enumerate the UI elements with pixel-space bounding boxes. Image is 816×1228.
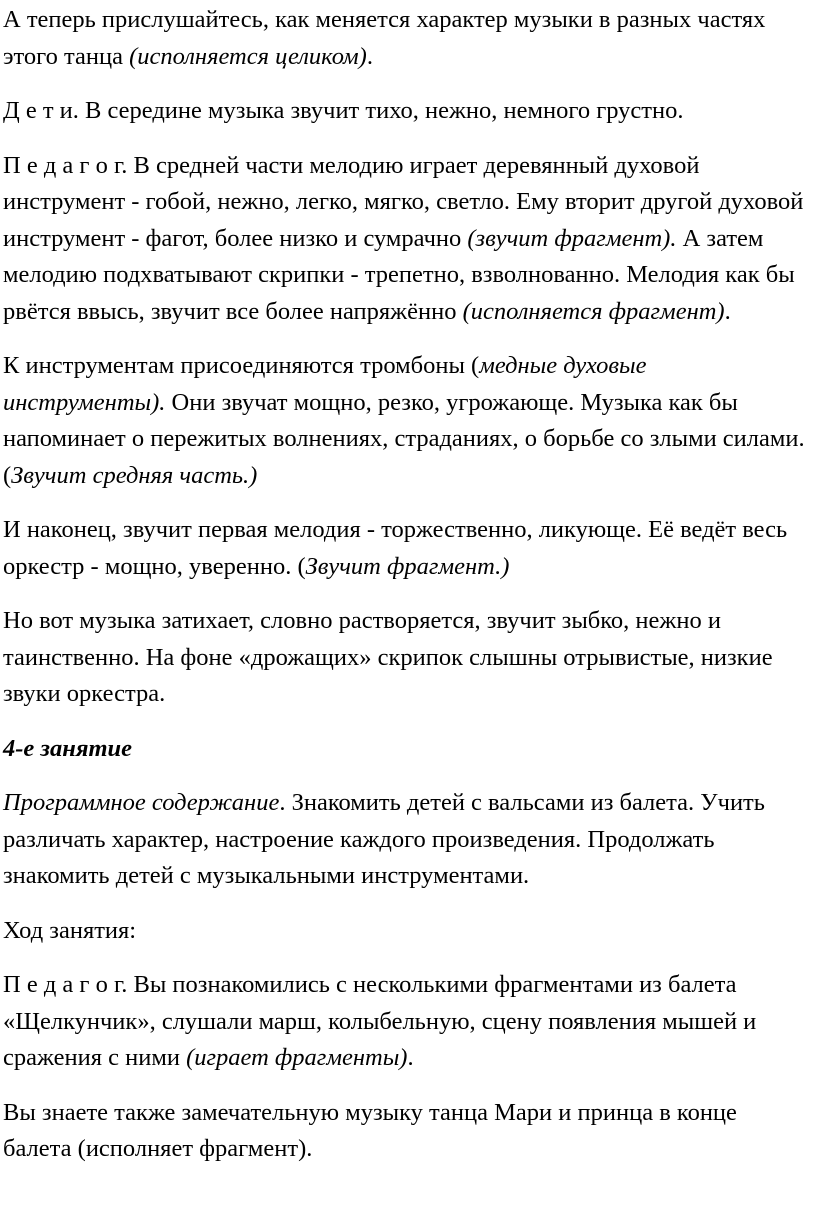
- paragraph-music-fades: [3, 603, 811, 713]
- paragraph-teacher-nutcracker: [3, 967, 811, 1077]
- italic-remark: медные духовые инструменты).: [3, 352, 647, 416]
- paragraph-text: Они звучат мощно, резко, угрожающе. Музыка как бы напоминает о пережитых волнениях, страданиях, о борьбе со злыми силами. (: [3, 388, 805, 489]
- lesson-heading: 4-е занятие: [3, 734, 132, 762]
- paragraph-text: К инструментам присоединяются тромбоны (: [3, 352, 480, 379]
- paragraph-text: . Знакомить детей с вальсами из балета. Учить различать характер, настроение каждого произведения. Продолжать знакомить детей с музыкальными инструментами.: [3, 789, 765, 889]
- paragraph-text: . В середине музыка звучит тихо, нежно, немного грустно.: [72, 97, 684, 124]
- paragraph-end: .: [407, 1044, 414, 1071]
- paragraph-trombones: [3, 348, 811, 494]
- paragraph-teacher-middle-part: [3, 148, 811, 331]
- italic-remark: (исполняется целиком): [129, 42, 367, 70]
- italic-remark: Звучит средняя часть.): [11, 461, 258, 489]
- document-page: [3, 2, 811, 1186]
- paragraph-end: .: [366, 42, 373, 70]
- paragraph-text: И наконец, звучит первая мелодия - торжественно, ликующе. Её ведёт весь оркестр - мощно, уверенно. (: [3, 516, 788, 580]
- paragraph-listen: [3, 2, 811, 75]
- paragraph-first-melody: [3, 512, 811, 585]
- paragraph-text: . Вы познакомились с несколькими фрагментами из балета «Щелкунчик», слушали марш, колыбельную, сцену появления мышей и сражения с ними: [3, 971, 757, 1071]
- italic-remark: Звучит фрагмент.): [305, 552, 510, 580]
- paragraph-text: А затем мелодию подхватывают скрипки - трепетно, взволнованно. Мелодия как бы рвётся ввысь, звучит все более напряжённо: [3, 224, 795, 325]
- speaker-label: П е д а г о г: [3, 971, 122, 998]
- paragraph-lesson-course: Ход занятия:: [3, 916, 137, 944]
- italic-label: Программное содержание: [3, 789, 280, 816]
- italic-remark: (звучит фрагмент).: [467, 224, 677, 252]
- paragraph-text: . В средней части мелодию играет деревянный духовой инструмент - гобой, нежно, легко, мягко, светло. Ему вторит другой духовой инструмент - фагот, более низко и сумрачно: [3, 151, 804, 252]
- paragraph-text: Но вот музыка затихает, словно растворяется, звучит зыбко, нежно и таинственно. На фоне «дрожащих» скрипок слышны отрывистые, низкие звуки оркестра.: [3, 607, 773, 707]
- paragraph-children-answer: [3, 93, 811, 130]
- speaker-label: П е д а г о г: [3, 151, 122, 179]
- paragraph-text: А теперь прислушайтесь, как меняется характер музыки в разных частях этого танца: [3, 6, 766, 70]
- paragraph-mari-prince: Вы знаете также замечательную музыку танца Мари и принца в конце балета (исполняет фрагмент).: [3, 1098, 737, 1162]
- italic-remark: (исполняется фрагмент): [462, 297, 725, 325]
- speaker-label: Д е т и: [3, 97, 73, 124]
- italic-remark: (играет фрагменты): [186, 1044, 408, 1071]
- paragraph-end: .: [724, 297, 731, 325]
- paragraph-program-content: [3, 785, 811, 895]
